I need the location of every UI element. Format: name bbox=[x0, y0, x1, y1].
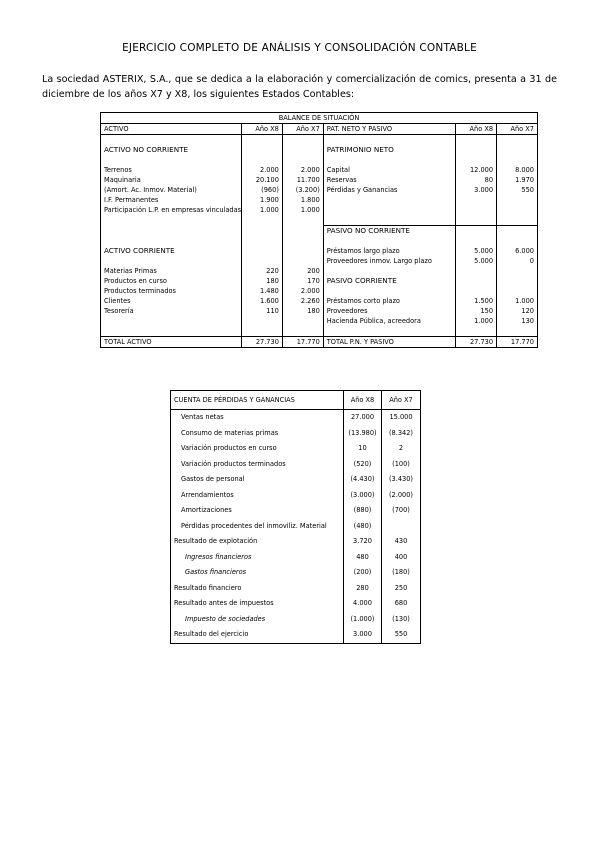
empty-cell bbox=[242, 236, 283, 246]
pyg-row bbox=[171, 627, 421, 643]
pyg-row-x8: 10 bbox=[344, 441, 382, 457]
pyg-row-x8: 27.000 bbox=[344, 410, 382, 426]
balance-row bbox=[101, 276, 538, 286]
empty-cell bbox=[242, 316, 283, 326]
pyg-row bbox=[171, 488, 421, 504]
pyg-row-label: Gastos financieros bbox=[171, 565, 344, 581]
activo-x7: 1.000 bbox=[282, 205, 323, 215]
pyg-row-x8: (520) bbox=[344, 457, 382, 473]
pasivo-label: Capital bbox=[323, 165, 455, 175]
activo-x8: 2.000 bbox=[242, 165, 283, 175]
pasivo-label: Reservas bbox=[323, 175, 455, 185]
empty-cell bbox=[101, 256, 242, 266]
total-activo-x8: 27.730 bbox=[242, 337, 283, 348]
pasivo-label: Proveedores inmov. Largo plazo bbox=[323, 256, 455, 266]
balance-row bbox=[101, 205, 538, 215]
empty-cell bbox=[323, 266, 455, 276]
col-header-activo: ACTIVO bbox=[101, 124, 242, 135]
total-pasivo-x7: 17.770 bbox=[497, 337, 538, 348]
pyg-row bbox=[171, 519, 421, 535]
activo-x7: 2.000 bbox=[282, 165, 323, 175]
pasivo-x8: 5.000 bbox=[456, 246, 497, 256]
balance-row bbox=[101, 135, 538, 146]
empty-cell bbox=[456, 145, 497, 155]
total-pasivo-x8: 27.730 bbox=[456, 337, 497, 348]
pyg-row-label: Resultado financiero bbox=[171, 581, 344, 597]
empty-cell bbox=[456, 205, 497, 215]
pasivo-x7: 120 bbox=[497, 306, 538, 316]
pyg-row bbox=[171, 426, 421, 442]
pyg-row-x7: (700) bbox=[382, 503, 421, 519]
pyg-row-label: Resultado del ejercicio bbox=[171, 627, 344, 643]
page-title: EJERCICIO COMPLETO DE ANÁLISIS Y CONSOLIDACIÓN CONTABLE bbox=[122, 42, 477, 54]
pyg-row-x8: (4.430) bbox=[344, 472, 382, 488]
activo-label: I.F. Permanentes bbox=[101, 195, 242, 205]
section-ac: ACTIVO CORRIENTE bbox=[101, 246, 242, 256]
balance-row bbox=[101, 165, 538, 175]
balance-row bbox=[101, 246, 538, 256]
pyg-row bbox=[171, 503, 421, 519]
pyg-row-x8: 480 bbox=[344, 550, 382, 566]
pyg-row-label: Variación productos en curso bbox=[171, 441, 344, 457]
pyg-row-x7: 400 bbox=[382, 550, 421, 566]
pasivo-x8: 150 bbox=[456, 306, 497, 316]
empty-cell bbox=[456, 195, 497, 205]
activo-x7: 170 bbox=[282, 276, 323, 286]
pyg-row bbox=[171, 534, 421, 550]
pasivo-x7: 1.000 bbox=[497, 296, 538, 306]
pasivo-x7: 130 bbox=[497, 316, 538, 326]
balance-sheet-table bbox=[100, 112, 538, 348]
empty-cell bbox=[282, 246, 323, 256]
pyg-row bbox=[171, 472, 421, 488]
activo-label: (Amort. Ac. Inmov. Material) bbox=[101, 185, 242, 195]
activo-label: Clientes bbox=[101, 296, 242, 306]
pyg-row-label: Gastos de personal bbox=[171, 472, 344, 488]
empty-cell bbox=[242, 155, 283, 165]
activo-x7: (3.200) bbox=[282, 185, 323, 195]
pyg-row-x8: (3.000) bbox=[344, 488, 382, 504]
section-pc: PASIVO CORRIENTE bbox=[323, 276, 455, 286]
empty-cell bbox=[282, 215, 323, 226]
pyg-row bbox=[171, 410, 421, 426]
activo-x7: 1.800 bbox=[282, 195, 323, 205]
activo-x7: 11.700 bbox=[282, 175, 323, 185]
activo-label: Terrenos bbox=[101, 165, 242, 175]
pyg-row-x7: (180) bbox=[382, 565, 421, 581]
empty-cell bbox=[101, 215, 242, 226]
balance-row bbox=[101, 306, 538, 316]
pasivo-x7: 550 bbox=[497, 185, 538, 195]
pyg-row-x7: 15.000 bbox=[382, 410, 421, 426]
pyg-row-x8: (1.000) bbox=[344, 612, 382, 628]
pyg-row-x8: (480) bbox=[344, 519, 382, 535]
pasivo-x8: 1.500 bbox=[456, 296, 497, 306]
empty-cell bbox=[456, 276, 497, 286]
pasivo-x8: 3.000 bbox=[456, 185, 497, 195]
activo-label: Participación L.P. en empresas vinculadas bbox=[101, 205, 242, 215]
pyg-row-label: Pérdidas procedentes del inmoviliz. Material bbox=[171, 519, 344, 535]
empty-cell bbox=[282, 236, 323, 246]
activo-x8: 1.000 bbox=[242, 205, 283, 215]
pasivo-x8: 1.000 bbox=[456, 316, 497, 326]
pyg-row-label: Ventas netas bbox=[171, 410, 344, 426]
balance-caption: BALANCE DE SITUACIÓN bbox=[101, 113, 538, 124]
empty-cell bbox=[242, 256, 283, 266]
pyg-row bbox=[171, 441, 421, 457]
pyg-row bbox=[171, 581, 421, 597]
empty-cell bbox=[497, 286, 538, 296]
section-anc: ACTIVO NO CORRIENTE bbox=[101, 145, 242, 155]
activo-x7: 2.260 bbox=[282, 296, 323, 306]
pyg-header-x8: Año X8 bbox=[344, 391, 382, 410]
activo-x8: 110 bbox=[242, 306, 283, 316]
total-pasivo-label: TOTAL P.N. Y PASIVO bbox=[323, 337, 455, 348]
activo-x8: (960) bbox=[242, 185, 283, 195]
empty-cell bbox=[456, 155, 497, 165]
empty-cell bbox=[323, 215, 455, 226]
empty-cell bbox=[497, 135, 538, 146]
empty-cell bbox=[242, 246, 283, 256]
empty-cell bbox=[497, 195, 538, 205]
empty-cell bbox=[101, 236, 242, 246]
empty-cell bbox=[282, 226, 323, 237]
pyg-header-concept: CUENTA DE PÉRDIDAS Y GANANCIAS bbox=[171, 391, 344, 410]
empty-cell bbox=[456, 215, 497, 226]
activo-x8: 220 bbox=[242, 266, 283, 276]
pyg-row-x7: (2.000) bbox=[382, 488, 421, 504]
activo-x7: 200 bbox=[282, 266, 323, 276]
pasivo-x7: 8.000 bbox=[497, 165, 538, 175]
pyg-row-x7: 680 bbox=[382, 596, 421, 612]
pyg-row-label: Ingresos financieros bbox=[171, 550, 344, 566]
balance-row bbox=[101, 286, 538, 296]
empty-cell bbox=[497, 276, 538, 286]
col-header-px7: Año X7 bbox=[497, 124, 538, 135]
empty-cell bbox=[242, 145, 283, 155]
balance-row bbox=[101, 145, 538, 155]
section-pn: PATRIMONIO NETO bbox=[323, 145, 455, 155]
empty-cell bbox=[497, 205, 538, 215]
pyg-row-x8: (200) bbox=[344, 565, 382, 581]
activo-x8: 180 bbox=[242, 276, 283, 286]
pyg-row-x7: (3.430) bbox=[382, 472, 421, 488]
col-header-pasivo: PAT. NETO Y PASIVO bbox=[323, 124, 455, 135]
empty-cell bbox=[497, 226, 538, 237]
pyg-row bbox=[171, 612, 421, 628]
activo-x8: 1.900 bbox=[242, 195, 283, 205]
col-header-px8: Año X8 bbox=[456, 124, 497, 135]
empty-cell bbox=[282, 256, 323, 266]
empty-cell bbox=[282, 135, 323, 146]
pasivo-label: Hacienda Pública, acreedora bbox=[323, 316, 455, 326]
activo-x7: 180 bbox=[282, 306, 323, 316]
empty-cell bbox=[323, 286, 455, 296]
pasivo-x8: 5.000 bbox=[456, 256, 497, 266]
pasivo-x8: 80 bbox=[456, 175, 497, 185]
empty-cell bbox=[456, 226, 497, 237]
balance-row bbox=[101, 316, 538, 326]
pyg-row-label: Amortizaciones bbox=[171, 503, 344, 519]
activo-label: Maquinaria bbox=[101, 175, 242, 185]
empty-cell bbox=[101, 326, 242, 337]
pyg-row-x8: 3.000 bbox=[344, 627, 382, 643]
balance-row bbox=[101, 236, 538, 246]
pasivo-x7: 0 bbox=[497, 256, 538, 266]
pyg-row bbox=[171, 565, 421, 581]
balance-row bbox=[101, 175, 538, 185]
activo-label: Tesorería bbox=[101, 306, 242, 316]
pasivo-x7: 1.970 bbox=[497, 175, 538, 185]
pyg-row bbox=[171, 596, 421, 612]
empty-cell bbox=[456, 266, 497, 276]
empty-cell bbox=[323, 326, 455, 337]
pasivo-x8: 12.000 bbox=[456, 165, 497, 175]
balance-row bbox=[101, 226, 538, 237]
empty-cell bbox=[497, 145, 538, 155]
pyg-row-x8: 4.000 bbox=[344, 596, 382, 612]
pyg-row-x7: (130) bbox=[382, 612, 421, 628]
pasivo-label: Préstamos corto plazo bbox=[323, 296, 455, 306]
col-header-x8: Año X8 bbox=[242, 124, 283, 135]
pyg-row-x8: (13.980) bbox=[344, 426, 382, 442]
pasivo-x7: 6.000 bbox=[497, 246, 538, 256]
pyg-row-x8: (880) bbox=[344, 503, 382, 519]
activo-label: Materias Primas bbox=[101, 266, 242, 276]
activo-label: Productos terminados bbox=[101, 286, 242, 296]
empty-cell bbox=[282, 145, 323, 155]
activo-x8: 20.100 bbox=[242, 175, 283, 185]
balance-row bbox=[101, 266, 538, 276]
empty-cell bbox=[323, 195, 455, 205]
empty-cell bbox=[282, 155, 323, 165]
empty-cell bbox=[323, 236, 455, 246]
balance-row bbox=[101, 256, 538, 266]
activo-label: Productos en curso bbox=[101, 276, 242, 286]
balance-row bbox=[101, 185, 538, 195]
empty-cell bbox=[282, 316, 323, 326]
empty-cell bbox=[323, 135, 455, 146]
empty-cell bbox=[497, 215, 538, 226]
balance-row bbox=[101, 195, 538, 205]
balance-row bbox=[101, 155, 538, 165]
activo-x8: 1.600 bbox=[242, 296, 283, 306]
empty-cell bbox=[282, 326, 323, 337]
empty-cell bbox=[497, 266, 538, 276]
income-statement-table bbox=[170, 390, 421, 644]
pyg-row-label: Resultado de explotación bbox=[171, 534, 344, 550]
pasivo-label: Pérdidas y Ganancias bbox=[323, 185, 455, 195]
pyg-header-x7: Año X7 bbox=[382, 391, 421, 410]
totals-row bbox=[101, 337, 538, 348]
pyg-row-x8: 3.720 bbox=[344, 534, 382, 550]
pyg-row-label: Consumo de materias primas bbox=[171, 426, 344, 442]
empty-cell bbox=[323, 155, 455, 165]
empty-cell bbox=[101, 135, 242, 146]
pyg-row-x7: 2 bbox=[382, 441, 421, 457]
pyg-row-x7: 430 bbox=[382, 534, 421, 550]
section-pnc: PASIVO NO CORRIENTE bbox=[323, 226, 455, 237]
activo-x8: 1.480 bbox=[242, 286, 283, 296]
empty-cell bbox=[456, 236, 497, 246]
empty-cell bbox=[101, 155, 242, 165]
empty-cell bbox=[242, 226, 283, 237]
empty-cell bbox=[497, 155, 538, 165]
total-activo-x7: 17.770 bbox=[282, 337, 323, 348]
pyg-row-x7: 250 bbox=[382, 581, 421, 597]
col-header-x7: Año X7 bbox=[282, 124, 323, 135]
pyg-row-x8: 280 bbox=[344, 581, 382, 597]
pyg-row-label: Arrendamientos bbox=[171, 488, 344, 504]
pasivo-label: Préstamos largo plazo bbox=[323, 246, 455, 256]
balance-row bbox=[101, 215, 538, 226]
pyg-row bbox=[171, 550, 421, 566]
pyg-row bbox=[171, 457, 421, 473]
empty-cell bbox=[497, 326, 538, 337]
pyg-row-x7: (100) bbox=[382, 457, 421, 473]
empty-cell bbox=[456, 135, 497, 146]
empty-cell bbox=[242, 215, 283, 226]
pyg-row-label: Resultado antes de impuestos bbox=[171, 596, 344, 612]
pyg-row-label: Impuesto de sociedades bbox=[171, 612, 344, 628]
empty-cell bbox=[497, 236, 538, 246]
intro-paragraph: La sociedad ASTERIX, S.A., que se dedica a la elaboración y comercialización de comics, presenta a 31 de diciembre de los años X7 y X8, los siguientes Estados Contables: bbox=[42, 74, 557, 100]
pyg-row-label: Variación productos terminados bbox=[171, 457, 344, 473]
pyg-row-x7 bbox=[382, 519, 421, 535]
empty-cell bbox=[456, 326, 497, 337]
empty-cell bbox=[101, 226, 242, 237]
pasivo-label: Proveedores bbox=[323, 306, 455, 316]
empty-cell bbox=[242, 326, 283, 337]
activo-x7: 2.000 bbox=[282, 286, 323, 296]
empty-cell bbox=[456, 286, 497, 296]
empty-cell bbox=[101, 316, 242, 326]
pyg-row-x7: (8.342) bbox=[382, 426, 421, 442]
empty-cell bbox=[323, 205, 455, 215]
pyg-row-x7: 550 bbox=[382, 627, 421, 643]
empty-cell bbox=[242, 135, 283, 146]
total-activo-label: TOTAL ACTIVO bbox=[101, 337, 242, 348]
balance-row bbox=[101, 296, 538, 306]
balance-row bbox=[101, 326, 538, 337]
